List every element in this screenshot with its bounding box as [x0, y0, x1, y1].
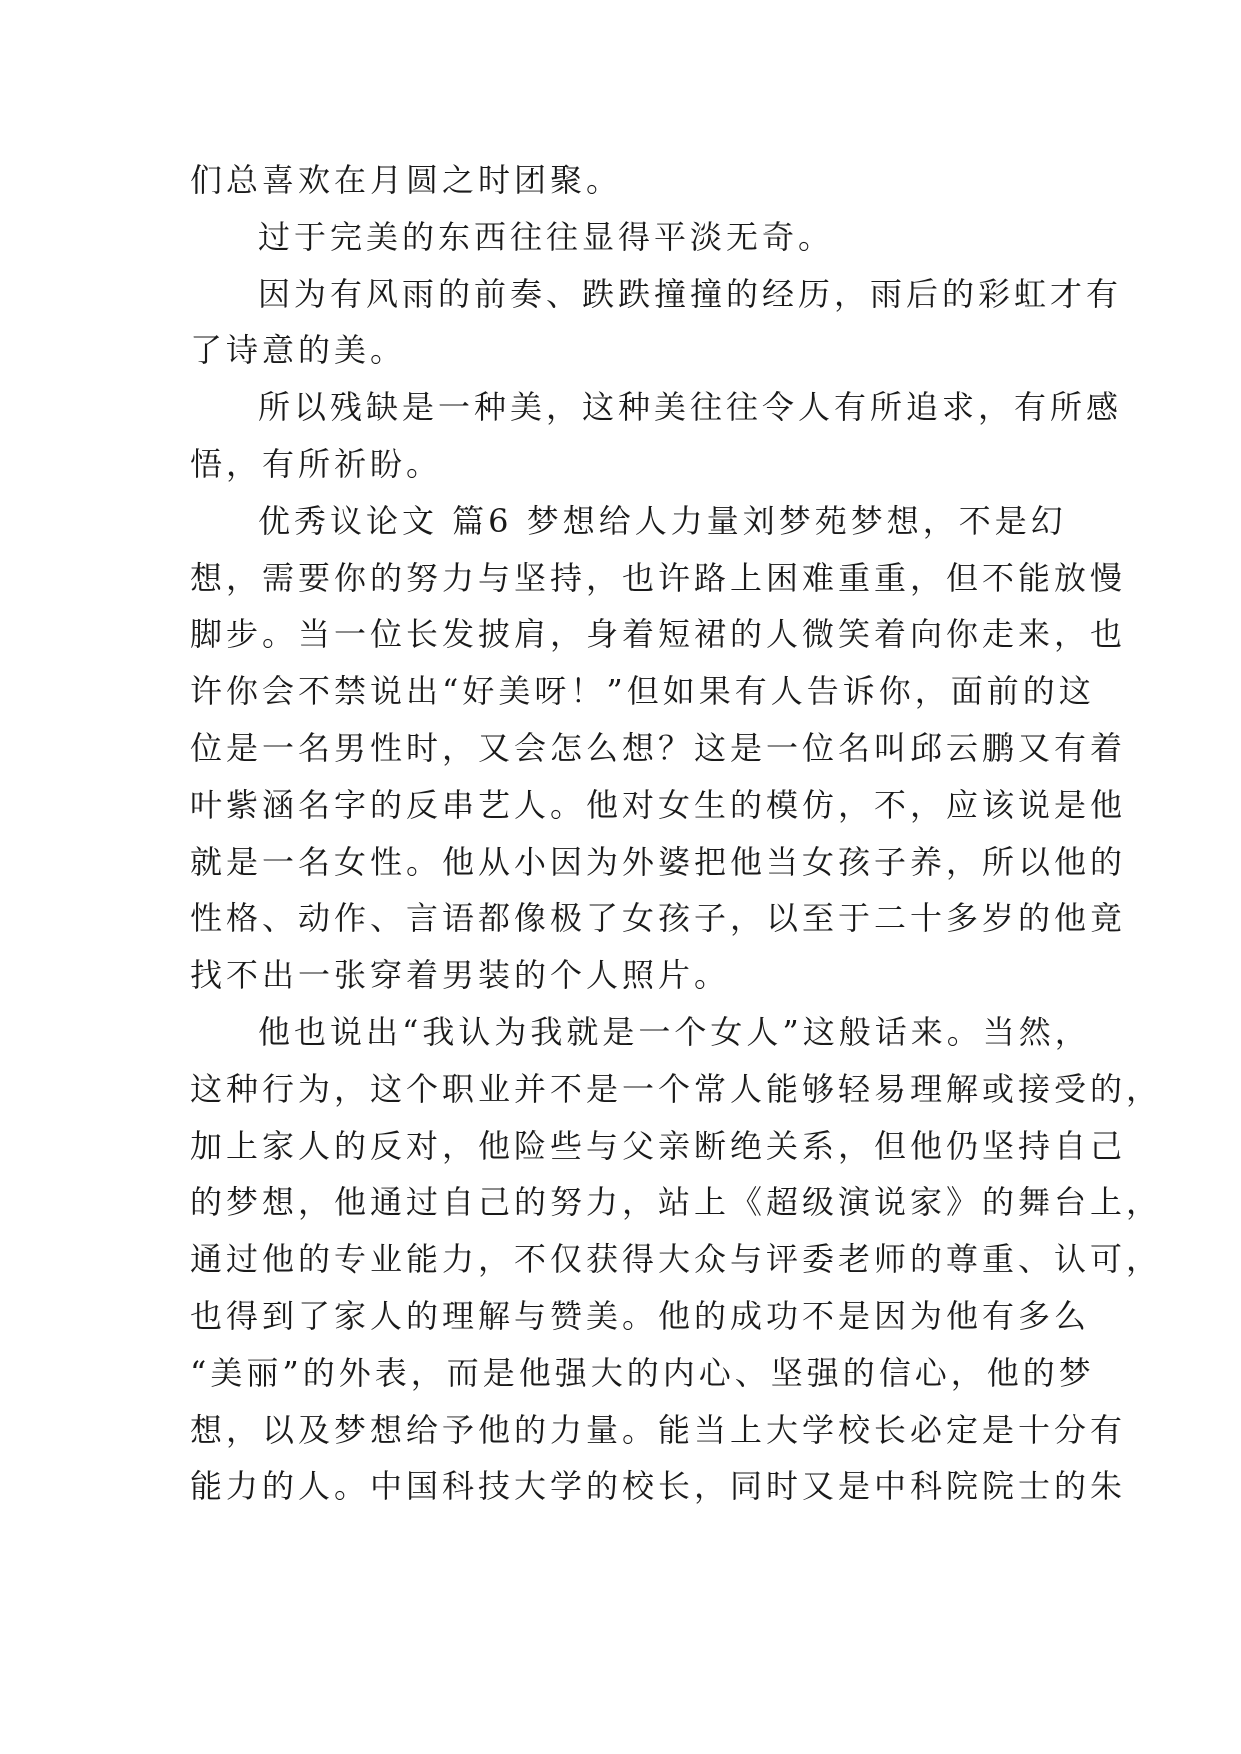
text-line: 们总喜欢在月圆之时团聚。 — [190, 161, 623, 199]
text-line: 脚步。当一位长发披肩，身着短裙的人微笑着向你走来，也 — [190, 615, 1127, 654]
text-line: 加上家人的反对，他险些与父亲断绝关系，但他仍坚持自己 — [190, 1126, 1127, 1165]
text-line: 许你会不禁说出“好美呀！”但如果有人告诉你，面前的这 — [190, 672, 1095, 711]
text-line: 找不出一张穿着男装的个人照片。 — [190, 956, 731, 995]
text-line: 也得到了家人的理解与赞美。他的成功不是因为他有多么 — [190, 1296, 1091, 1335]
text-line: 优秀议论文 篇6 梦想给人力量刘梦苑梦想，不是幻 — [258, 501, 1067, 540]
text-line: 他也说出“我认为我就是一个女人”这般话来。当然， — [258, 1012, 1091, 1051]
document-body-text — [190, 152, 1163, 1515]
text-line: 过于完美的东西往往显得平淡无奇。 — [258, 217, 835, 256]
text-line: 了诗意的美。 — [190, 331, 407, 370]
text-line: 能力的人。中国科技大学的校长，同时又是中科院院士的朱 — [190, 1467, 1127, 1506]
text-line: 就是一名女性。他从小因为外婆把他当女孩子养，所以他的 — [190, 842, 1127, 881]
text-line: “美丽”的外表，而是他强大的内心、坚强的信心，他的梦 — [190, 1353, 1095, 1392]
text-line: 位是一名男性时，又会怎么想？这是一位名叫邱云鹏又有着 — [190, 728, 1127, 767]
text-line: 这种行为，这个职业并不是一个常人能够轻易理解或接受的， — [190, 1069, 1163, 1108]
text-line: 因为有风雨的前奏、跌跌撞撞的经历，雨后的彩虹才有 — [258, 274, 1123, 313]
text-line: 的梦想，他通过自己的努力，站上《超级演说家》的舞台上， — [190, 1183, 1163, 1222]
text-line: 想，以及梦想给予他的力量。能当上大学校长必定是十分有 — [190, 1410, 1127, 1449]
text-line: 通过他的专业能力，不仅获得大众与评委老师的尊重、认可， — [190, 1240, 1163, 1279]
text-line: 想，需要你的努力与坚持，也许路上困难重重，但不能放慢 — [190, 558, 1127, 597]
text-line: 性格、动作、言语都像极了女孩子，以至于二十多岁的他竟 — [190, 899, 1127, 938]
text-line: 叶紫涵名字的反串艺人。他对女生的模仿，不，应该说是他 — [190, 785, 1127, 824]
text-line: 所以残缺是一种美，这种美往往令人有所追求，有所感 — [258, 388, 1123, 427]
text-line: 悟，有所祈盼。 — [190, 444, 443, 483]
